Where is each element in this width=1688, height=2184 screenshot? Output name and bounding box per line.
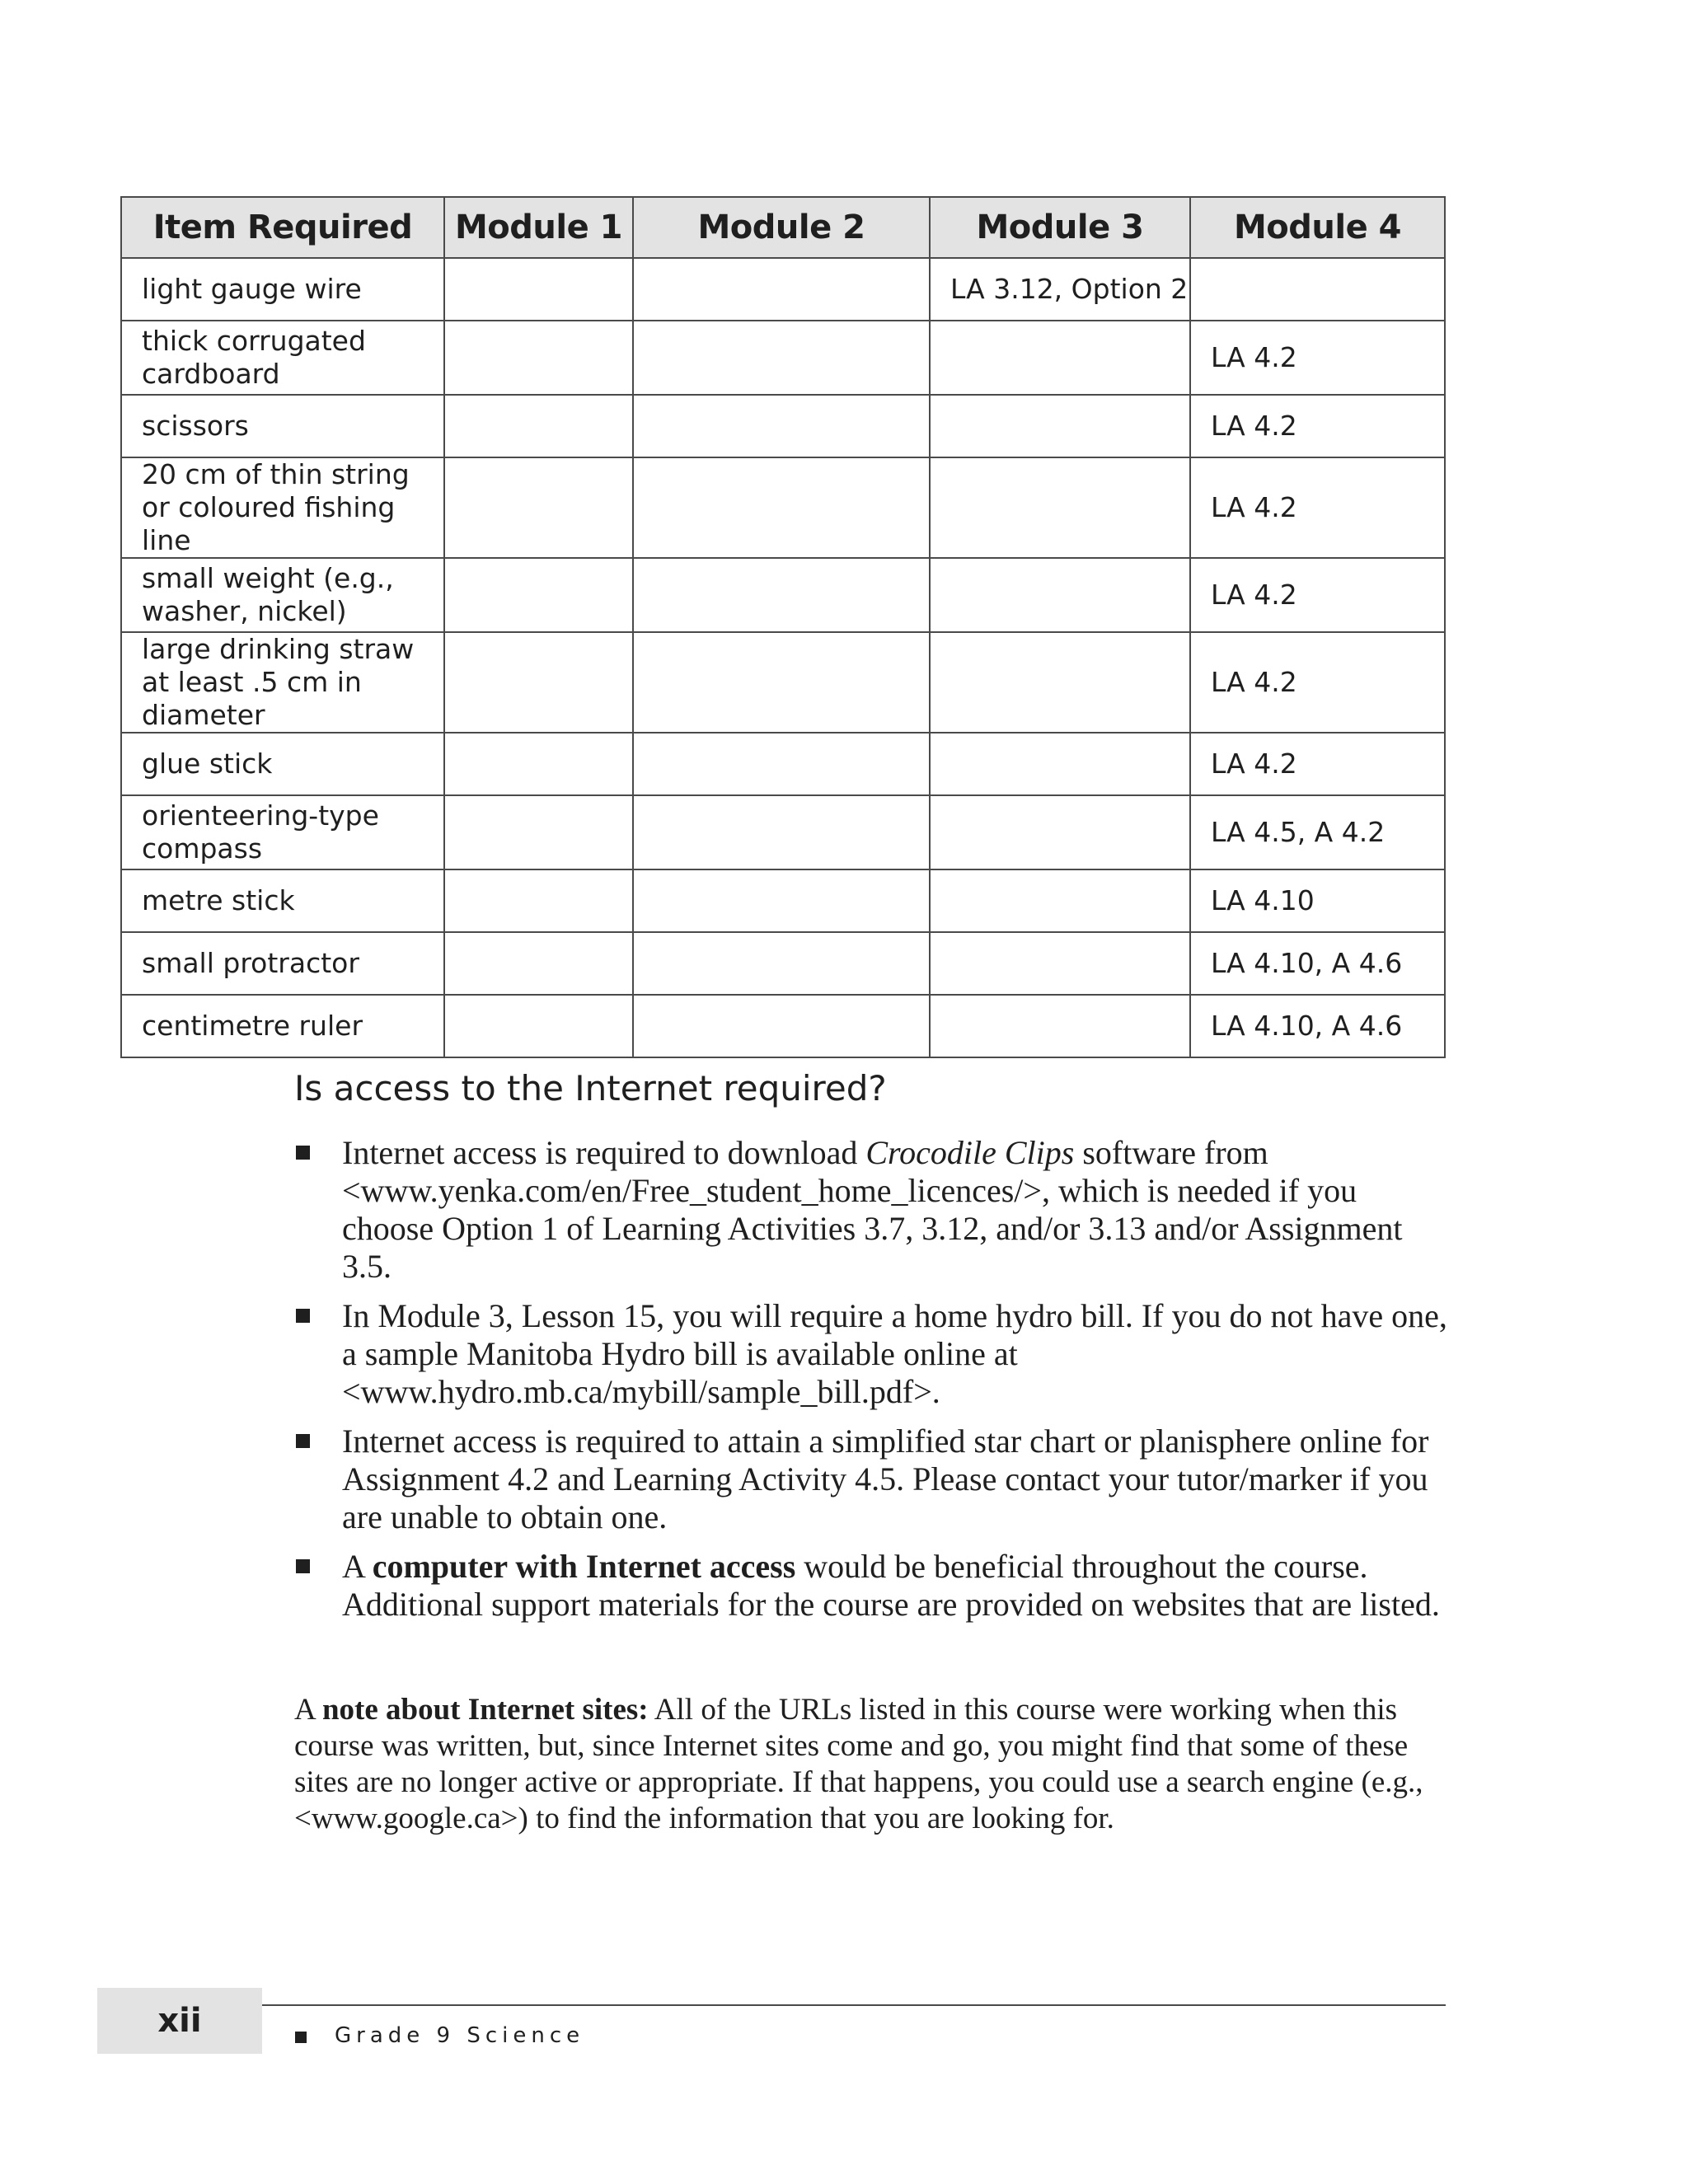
list-item [294, 1422, 1448, 1536]
cell-module-1 [444, 321, 633, 395]
cell-module-2 [633, 932, 930, 995]
cell-module-1 [444, 932, 633, 995]
header-module-3: Module 3 [930, 197, 1190, 258]
table-row [121, 321, 1445, 395]
list-item [294, 1548, 1448, 1624]
square-bullet-icon [296, 1559, 310, 1573]
cell-module-4: LA 4.10, A 4.6 [1190, 932, 1445, 995]
bullet-text: Internet access is required to attain a simplified star chart or planisphere online for Assignment 4.2 and Learning Activity 4.5. Please contact your tutor/marker if you are unable to obtain one. [342, 1422, 1429, 1535]
cell-module-3 [930, 558, 1190, 632]
cell-module-1 [444, 869, 633, 932]
cell-module-2 [633, 632, 930, 733]
footer-course-title: Grade 9 Science [335, 2023, 585, 2048]
cell-module-2 [633, 733, 930, 795]
table-row [121, 258, 1445, 321]
cell-item: metre stick [121, 869, 444, 932]
bullet-text: Internet access is required to download [342, 1134, 866, 1171]
square-bullet-icon [295, 2032, 307, 2043]
cell-module-2 [633, 558, 930, 632]
cell-module-2 [633, 457, 930, 558]
cell-item: 20 cm of thin string or coloured fishing line [121, 457, 444, 558]
cell-item: glue stick [121, 733, 444, 795]
header-item-required: Item Required [121, 197, 444, 258]
cell-module-4 [1190, 258, 1445, 321]
list-item [294, 1297, 1448, 1411]
cell-module-3 [930, 321, 1190, 395]
note-label: note about Internet sites: [321, 1693, 649, 1727]
table-row [121, 457, 1445, 558]
cell-module-1 [444, 995, 633, 1057]
cell-module-1 [444, 558, 633, 632]
table-row [121, 733, 1445, 795]
cell-module-1 [444, 795, 633, 869]
cell-module-3 [930, 457, 1190, 558]
cell-item: large drinking straw at least .5 cm in diameter [121, 632, 444, 733]
cell-module-3 [930, 932, 1190, 995]
cell-module-4: LA 4.10, A 4.6 [1190, 995, 1445, 1057]
note-text: A [294, 1693, 322, 1727]
emphasis-text: computer with Internet access [372, 1548, 796, 1585]
cell-module-4: LA 4.2 [1190, 558, 1445, 632]
cell-module-2 [633, 795, 930, 869]
header-module-2: Module 2 [633, 197, 930, 258]
cell-module-1 [444, 632, 633, 733]
cell-item: scissors [121, 395, 444, 457]
cell-module-3 [930, 395, 1190, 457]
table-row [121, 395, 1445, 457]
square-bullet-icon [296, 1146, 310, 1160]
cell-module-2 [633, 995, 930, 1057]
table-header-row [121, 197, 1445, 258]
cell-module-4: LA 4.2 [1190, 395, 1445, 457]
cell-module-3 [930, 995, 1190, 1057]
cell-module-3 [930, 869, 1190, 932]
header-module-4: Module 4 [1190, 197, 1445, 258]
section-heading: Is access to the Internet required? [294, 1068, 887, 1108]
required-items-table [120, 196, 1446, 1058]
cell-module-4: LA 4.2 [1190, 733, 1445, 795]
square-bullet-icon [296, 1309, 310, 1323]
cell-module-1 [444, 258, 633, 321]
page-number: xii [157, 2002, 202, 2040]
cell-module-3 [930, 733, 1190, 795]
cell-module-4: LA 4.2 [1190, 321, 1445, 395]
cell-item: small protractor [121, 932, 444, 995]
cell-module-4: LA 4.2 [1190, 632, 1445, 733]
footer-divider [262, 2004, 1446, 2006]
page-number-box [97, 1988, 262, 2054]
cell-module-4: LA 4.10 [1190, 869, 1445, 932]
cell-item: small weight (e.g., washer, nickel) [121, 558, 444, 632]
cell-module-2 [633, 321, 930, 395]
cell-module-1 [444, 733, 633, 795]
table-row [121, 558, 1445, 632]
cell-module-4: LA 4.5, A 4.2 [1190, 795, 1445, 869]
internet-sites-note [294, 1692, 1448, 1837]
table-row [121, 632, 1445, 733]
cell-module-1 [444, 457, 633, 558]
bullet-text: A [342, 1548, 373, 1585]
bullet-text: would be beneficial throughout the course. Additional support materials for the course are provided on websites that are listed. [342, 1548, 1440, 1623]
cell-module-4: LA 4.2 [1190, 457, 1445, 558]
cell-item: orienteering-type compass [121, 795, 444, 869]
header-module-1: Module 1 [444, 197, 633, 258]
table-row [121, 995, 1445, 1057]
cell-module-3 [930, 632, 1190, 733]
cell-module-2 [633, 395, 930, 457]
cell-item: thick corrugated cardboard [121, 321, 444, 395]
cell-module-1 [444, 395, 633, 457]
cell-item: light gauge wire [121, 258, 444, 321]
software-name: Crocodile Clips [865, 1134, 1075, 1171]
cell-module-3 [930, 795, 1190, 869]
note-text: All of the URLs listed in this course were working when this course was written, but, since Internet sites come and go, you might find that some of these sites are no longer active or appropriate. If that happens, you could use a search engine (e.g., <www.google.ca>) to find the information that you are looking for. [294, 1693, 1423, 1835]
cell-item: centimetre ruler [121, 995, 444, 1057]
list-item [294, 1134, 1448, 1286]
bullet-text: software from <www.yenka.com/en/Free_student_home_licences/>, which is needed if you choose Option 1 of Learning Activities 3.7, 3.12, and/or 3.13 and/or Assignment 3.5. [342, 1134, 1403, 1285]
square-bullet-icon [296, 1434, 310, 1448]
bullet-text: In Module 3, Lesson 15, you will require a home hydro bill. If you do not have one, a sample Manitoba Hydro bill is available online at <www.hydro.mb.ca/mybill/sample_bill.pdf>. [342, 1297, 1447, 1410]
table-row [121, 932, 1445, 995]
table-row [121, 795, 1445, 869]
cell-module-2 [633, 869, 930, 932]
internet-requirements-list [294, 1134, 1448, 1635]
table-row [121, 869, 1445, 932]
cell-module-2 [633, 258, 930, 321]
cell-module-3: LA 3.12, Option 2 [930, 258, 1190, 321]
